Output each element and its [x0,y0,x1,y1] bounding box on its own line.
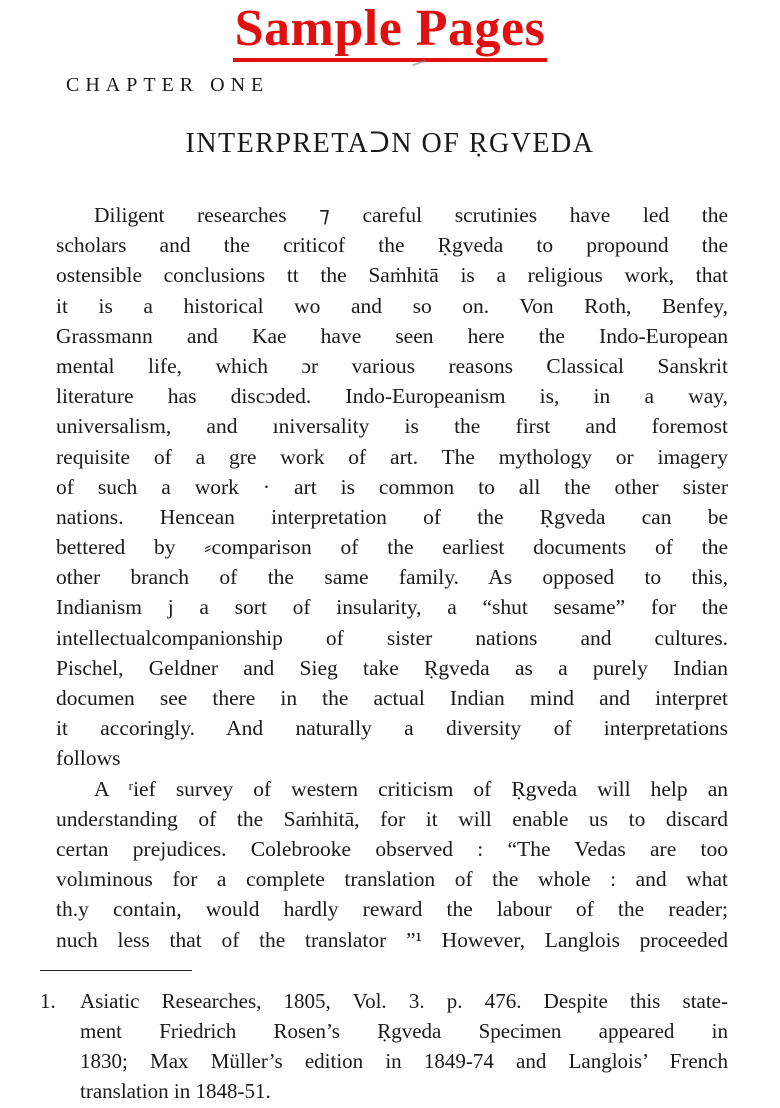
body-line: Grassmann and Kae have seen here the Indo-European [56,323,728,348]
footnote-line: 1830; Max Müller’s edition in 1849-74 and Langlois’ French [80,1049,728,1073]
body-line: documen see there in the actual Indian mind and interpret [56,686,728,710]
chapter-title: INTERPRETAᑐN OF ṚGVEDA [185,128,595,159]
body-line: Indianism j a sort of insularity, a “shut sesame” for the [56,595,728,620]
body-line: requisite of a gre work of art. The mythology or imagery [56,444,728,469]
body-line: follows [56,746,121,771]
footnote-text [80,986,728,1106]
body-line: Pischel, Geldner and Sieg take Ṛgveda as a purely Indian [56,655,728,680]
footnote-line: translation in 1848-51. [80,1079,271,1103]
body-line: of such a work · art is common to all the other sister [56,474,728,499]
body-line: mental life, which ɔr various reasons Classical Sanskrit [56,353,728,378]
body-line: ostensible conclusions tt the Saṁhitā is a religious work, that [56,263,728,288]
body-line: universalism, and ıniversality is the first and foremost [56,414,728,439]
body-text [56,200,728,955]
sample-pages-banner [0,0,780,62]
body-line: bettered by ⸗comparison of the earliest documents of the [56,535,728,560]
body-line: volıminous for a complete translation of the whole : and what [56,867,728,892]
body-line: certan prejudices. Colebrooke observed : “The Vedas are too [56,836,728,861]
footnote-number: 1. [40,989,56,1013]
footnote-divider [40,970,192,971]
body-line: scholars and the criticof the Ṛgveda to propound the [56,233,728,258]
body-line: intellectualcompanionship of sister nations and cultures. [56,625,728,650]
body-line: it accoringly. And naturally a diversity of interpretations [56,716,728,741]
body-line: undeɾstanding of the Saṁhitā, for it will enable us to discard [56,806,728,831]
body-line: nuch less that of the translator ”¹ However, Langlois proceeded [56,927,728,952]
body-line: nations. Henceаn interpretation of the Ṛgveda can be [56,504,728,529]
footnote-line: ment Friedrich Rosen’s Ṛgveda Specimen appeared in [80,1019,728,1043]
body-line: literature has discɔded. Indo-Europeanism is, in a way, [56,384,728,409]
banner-title: Sample Pages [233,0,548,62]
body-line: it is a historical wo and so on. Von Roth, Benfey, [56,293,728,318]
body-line: Diligent researches ⁊ careful scrutinies have led the [94,203,728,227]
chapter-label: CHAPTER ONE [66,74,270,96]
body-line: A ʳief survey of western criticism of Ṛgveda will help an [94,776,728,801]
body-line: other branch of the same family. As opposed to this, [56,565,728,590]
footnote-line: Asiatic Researches, 1805, Vol. 3. p. 476. Despite this state- [80,989,728,1013]
body-line: th.y contain, would hardly reward the labour of the reader; [56,897,728,922]
